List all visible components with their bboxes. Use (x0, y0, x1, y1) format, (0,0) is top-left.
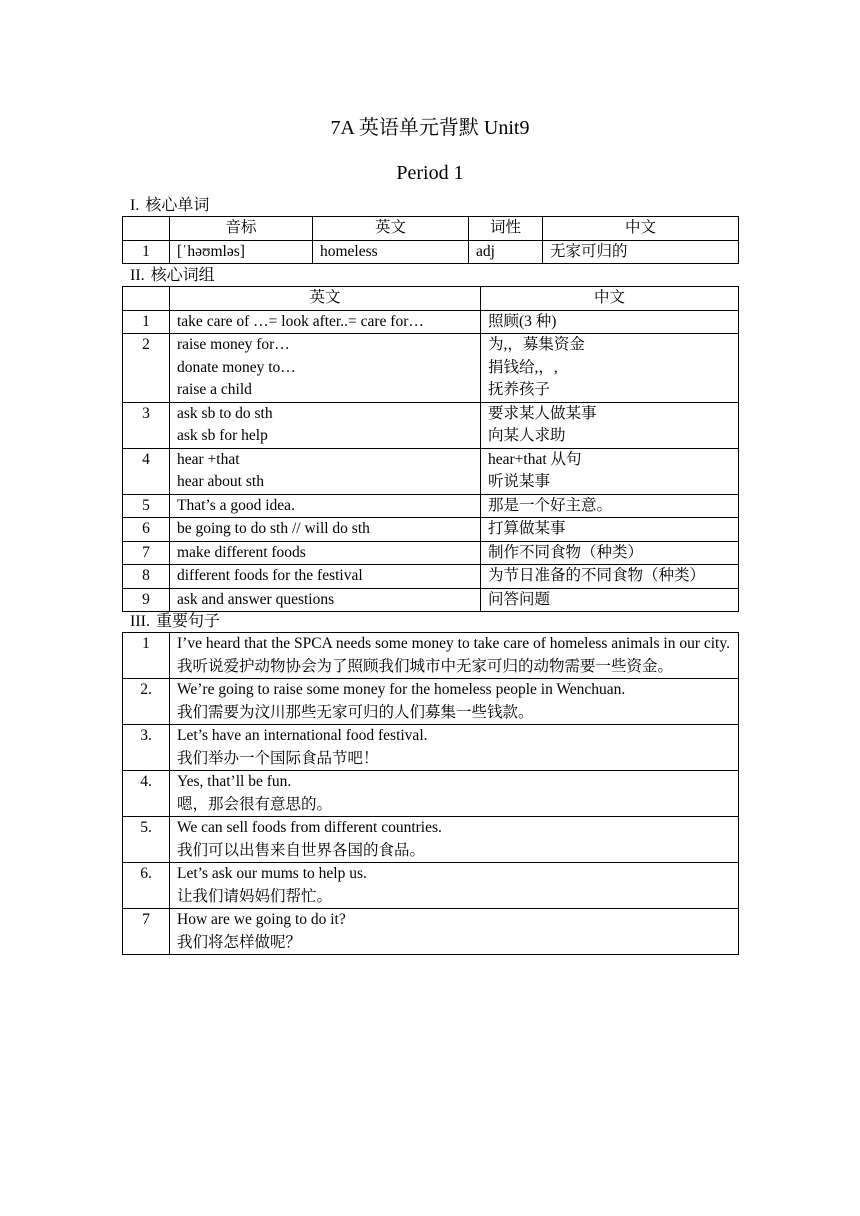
english-sentence: Let’s ask our mums to help us. (177, 865, 367, 882)
table-row (123, 494, 739, 518)
row-number: 7 (123, 541, 170, 565)
chinese-line: 为节日准备的不同食物（种类） (488, 567, 706, 584)
chinese-line: 照顾(3 种) (488, 312, 557, 330)
english-line: ask sb to do sth (177, 404, 273, 422)
chinese-sentence: 我们可以出售来自世界各国的食品。 (177, 841, 426, 859)
chinese-sentence: 嗯，那会很有意思的。 (177, 795, 333, 813)
table-row (123, 771, 739, 817)
vocabulary-header-english: 英文 (313, 217, 469, 241)
chinese-line: 向某人求助 (488, 427, 566, 444)
english-cell (170, 334, 481, 403)
table-row (123, 725, 739, 771)
table-row (123, 679, 739, 725)
english-cell: homeless (313, 240, 469, 264)
english-line: raise a child (177, 381, 252, 398)
chinese-line: 那是一个好主意。 (488, 496, 613, 514)
section-2-numeral: II. (130, 267, 145, 284)
sentence-cell (170, 771, 739, 817)
row-number: 2 (123, 334, 170, 403)
row-number: 6. (123, 863, 170, 909)
row-number: 5 (123, 494, 170, 518)
english-cell (170, 402, 481, 448)
phrases-header-num (123, 287, 170, 311)
english-line: That’s a good idea. (177, 496, 295, 514)
phrases-header-chinese: 中文 (481, 287, 739, 311)
chinese-cell (481, 334, 739, 403)
chinese-line: hear+that 从句 (488, 450, 582, 468)
table-row (123, 334, 739, 403)
row-number: 6 (123, 518, 170, 542)
table-row (123, 402, 739, 448)
chinese-sentence: 我们将怎样做呢？ (177, 933, 302, 951)
chinese-sentence: 我们需要为汶川那些无家可归的人们募集一些钱款。 (177, 703, 534, 721)
english-sentence: We’re going to raise some money for the homeless people in Wenchuan. (177, 681, 626, 698)
english-cell (170, 494, 481, 518)
row-number: 1 (123, 240, 170, 264)
english-cell (170, 518, 481, 542)
row-number: 9 (123, 588, 170, 612)
page-title: 7A 英语单元背默 Unit9 (330, 117, 530, 139)
sentence-cell (170, 679, 739, 725)
section-1-heading (130, 196, 209, 216)
table-row (123, 240, 739, 264)
vocabulary-header-phonetic: 音标 (170, 217, 313, 241)
phrases-header-row (123, 287, 739, 311)
chinese-cell (481, 518, 739, 542)
english-line: donate money to… (177, 358, 296, 376)
section-1-numeral: I. (130, 197, 140, 214)
row-number: 3. (123, 725, 170, 771)
chinese-cell (481, 494, 739, 518)
table-row (123, 633, 739, 679)
chinese-cell (481, 310, 739, 334)
chinese-line: 听说某事 (488, 473, 551, 490)
sentences-table (122, 632, 739, 955)
english-cell (170, 310, 481, 334)
section-3-numeral: III. (130, 613, 150, 630)
english-line: be going to do sth // will do sth (177, 520, 370, 537)
row-number: 1 (123, 310, 170, 334)
section-2-heading (130, 266, 215, 286)
section-3-title: 重要句子 (155, 613, 220, 630)
english-line: different foods for the festival (177, 567, 363, 584)
chinese-cell: 无家可归的 (543, 240, 739, 264)
chinese-line: 问答问题 (488, 590, 551, 608)
row-number: 8 (123, 565, 170, 589)
chinese-line: 抚养孩子 (488, 381, 551, 398)
english-line: take care of …= look after..= care for… (177, 312, 424, 330)
chinese-line: 捐钱给,，, (488, 358, 558, 376)
row-number: 4. (123, 771, 170, 817)
english-sentence: How are we going to do it? (177, 911, 346, 928)
english-line: raise money for… (177, 336, 290, 353)
vocabulary-header-chinese: 中文 (543, 217, 739, 241)
table-row (123, 909, 739, 955)
english-sentence: Let’s have an international food festival. (177, 727, 428, 744)
chinese-cell (481, 541, 739, 565)
chinese-line: 要求某人做某事 (488, 404, 597, 422)
row-number: 1 (123, 633, 170, 679)
chinese-cell (481, 448, 739, 494)
english-line: ask and answer questions (177, 590, 335, 608)
phonetic-cell: [ˈhəʊmləs] (170, 240, 313, 264)
sentence-cell (170, 863, 739, 909)
section-1-title: 核心单词 (145, 197, 210, 214)
english-sentence: We can sell foods from different countries. (177, 819, 442, 836)
page-subtitle: Period 1 (396, 162, 464, 184)
table-row (123, 817, 739, 863)
pos-cell: adj (469, 240, 543, 264)
table-row (123, 448, 739, 494)
row-number: 7 (123, 909, 170, 955)
row-number: 3 (123, 402, 170, 448)
chinese-line: 打算做某事 (488, 520, 566, 537)
sentence-cell (170, 725, 739, 771)
chinese-cell (481, 402, 739, 448)
phrases-table (122, 286, 739, 612)
english-line: make different foods (177, 543, 306, 561)
vocabulary-table (122, 216, 739, 264)
table-row (123, 863, 739, 909)
chinese-cell (481, 565, 739, 589)
sentence-cell (170, 909, 739, 955)
row-number: 2. (123, 679, 170, 725)
english-sentence: Yes, that’ll be fun. (177, 773, 292, 790)
chinese-sentence: 我听说爱护动物协会为了照顾我们城市中无家可归的动物需要一些资金。 (177, 657, 674, 675)
chinese-sentence: 让我们请妈妈们帮忙。 (177, 887, 333, 905)
table-row (123, 310, 739, 334)
english-cell (170, 448, 481, 494)
english-cell (170, 541, 481, 565)
table-row (123, 565, 739, 589)
chinese-line: 制作不同食物（种类） (488, 543, 644, 561)
row-number: 5. (123, 817, 170, 863)
chinese-sentence: 我们举办一个国际食品节吧！ (177, 749, 379, 767)
row-number: 4 (123, 448, 170, 494)
chinese-cell (481, 588, 739, 612)
vocabulary-header-row (123, 217, 739, 241)
section-2-title: 核心词组 (150, 267, 215, 284)
sentence-cell (170, 633, 739, 679)
table-row (123, 588, 739, 612)
table-row (123, 541, 739, 565)
english-line: hear about sth (177, 473, 264, 490)
phrases-header-english: 英文 (170, 287, 481, 311)
english-sentence: I’ve heard that the SPCA needs some money to take care of homeless animals in our city. (177, 635, 730, 652)
english-line: hear +that (177, 450, 240, 468)
section-3-heading (130, 612, 220, 632)
sentence-cell (170, 817, 739, 863)
english-cell (170, 565, 481, 589)
english-cell (170, 588, 481, 612)
vocabulary-header-num (123, 217, 170, 241)
english-line: ask sb for help (177, 427, 268, 444)
vocabulary-header-pos: 词性 (469, 217, 543, 241)
table-row (123, 518, 739, 542)
chinese-line: 为,，募集资金 (488, 336, 585, 353)
